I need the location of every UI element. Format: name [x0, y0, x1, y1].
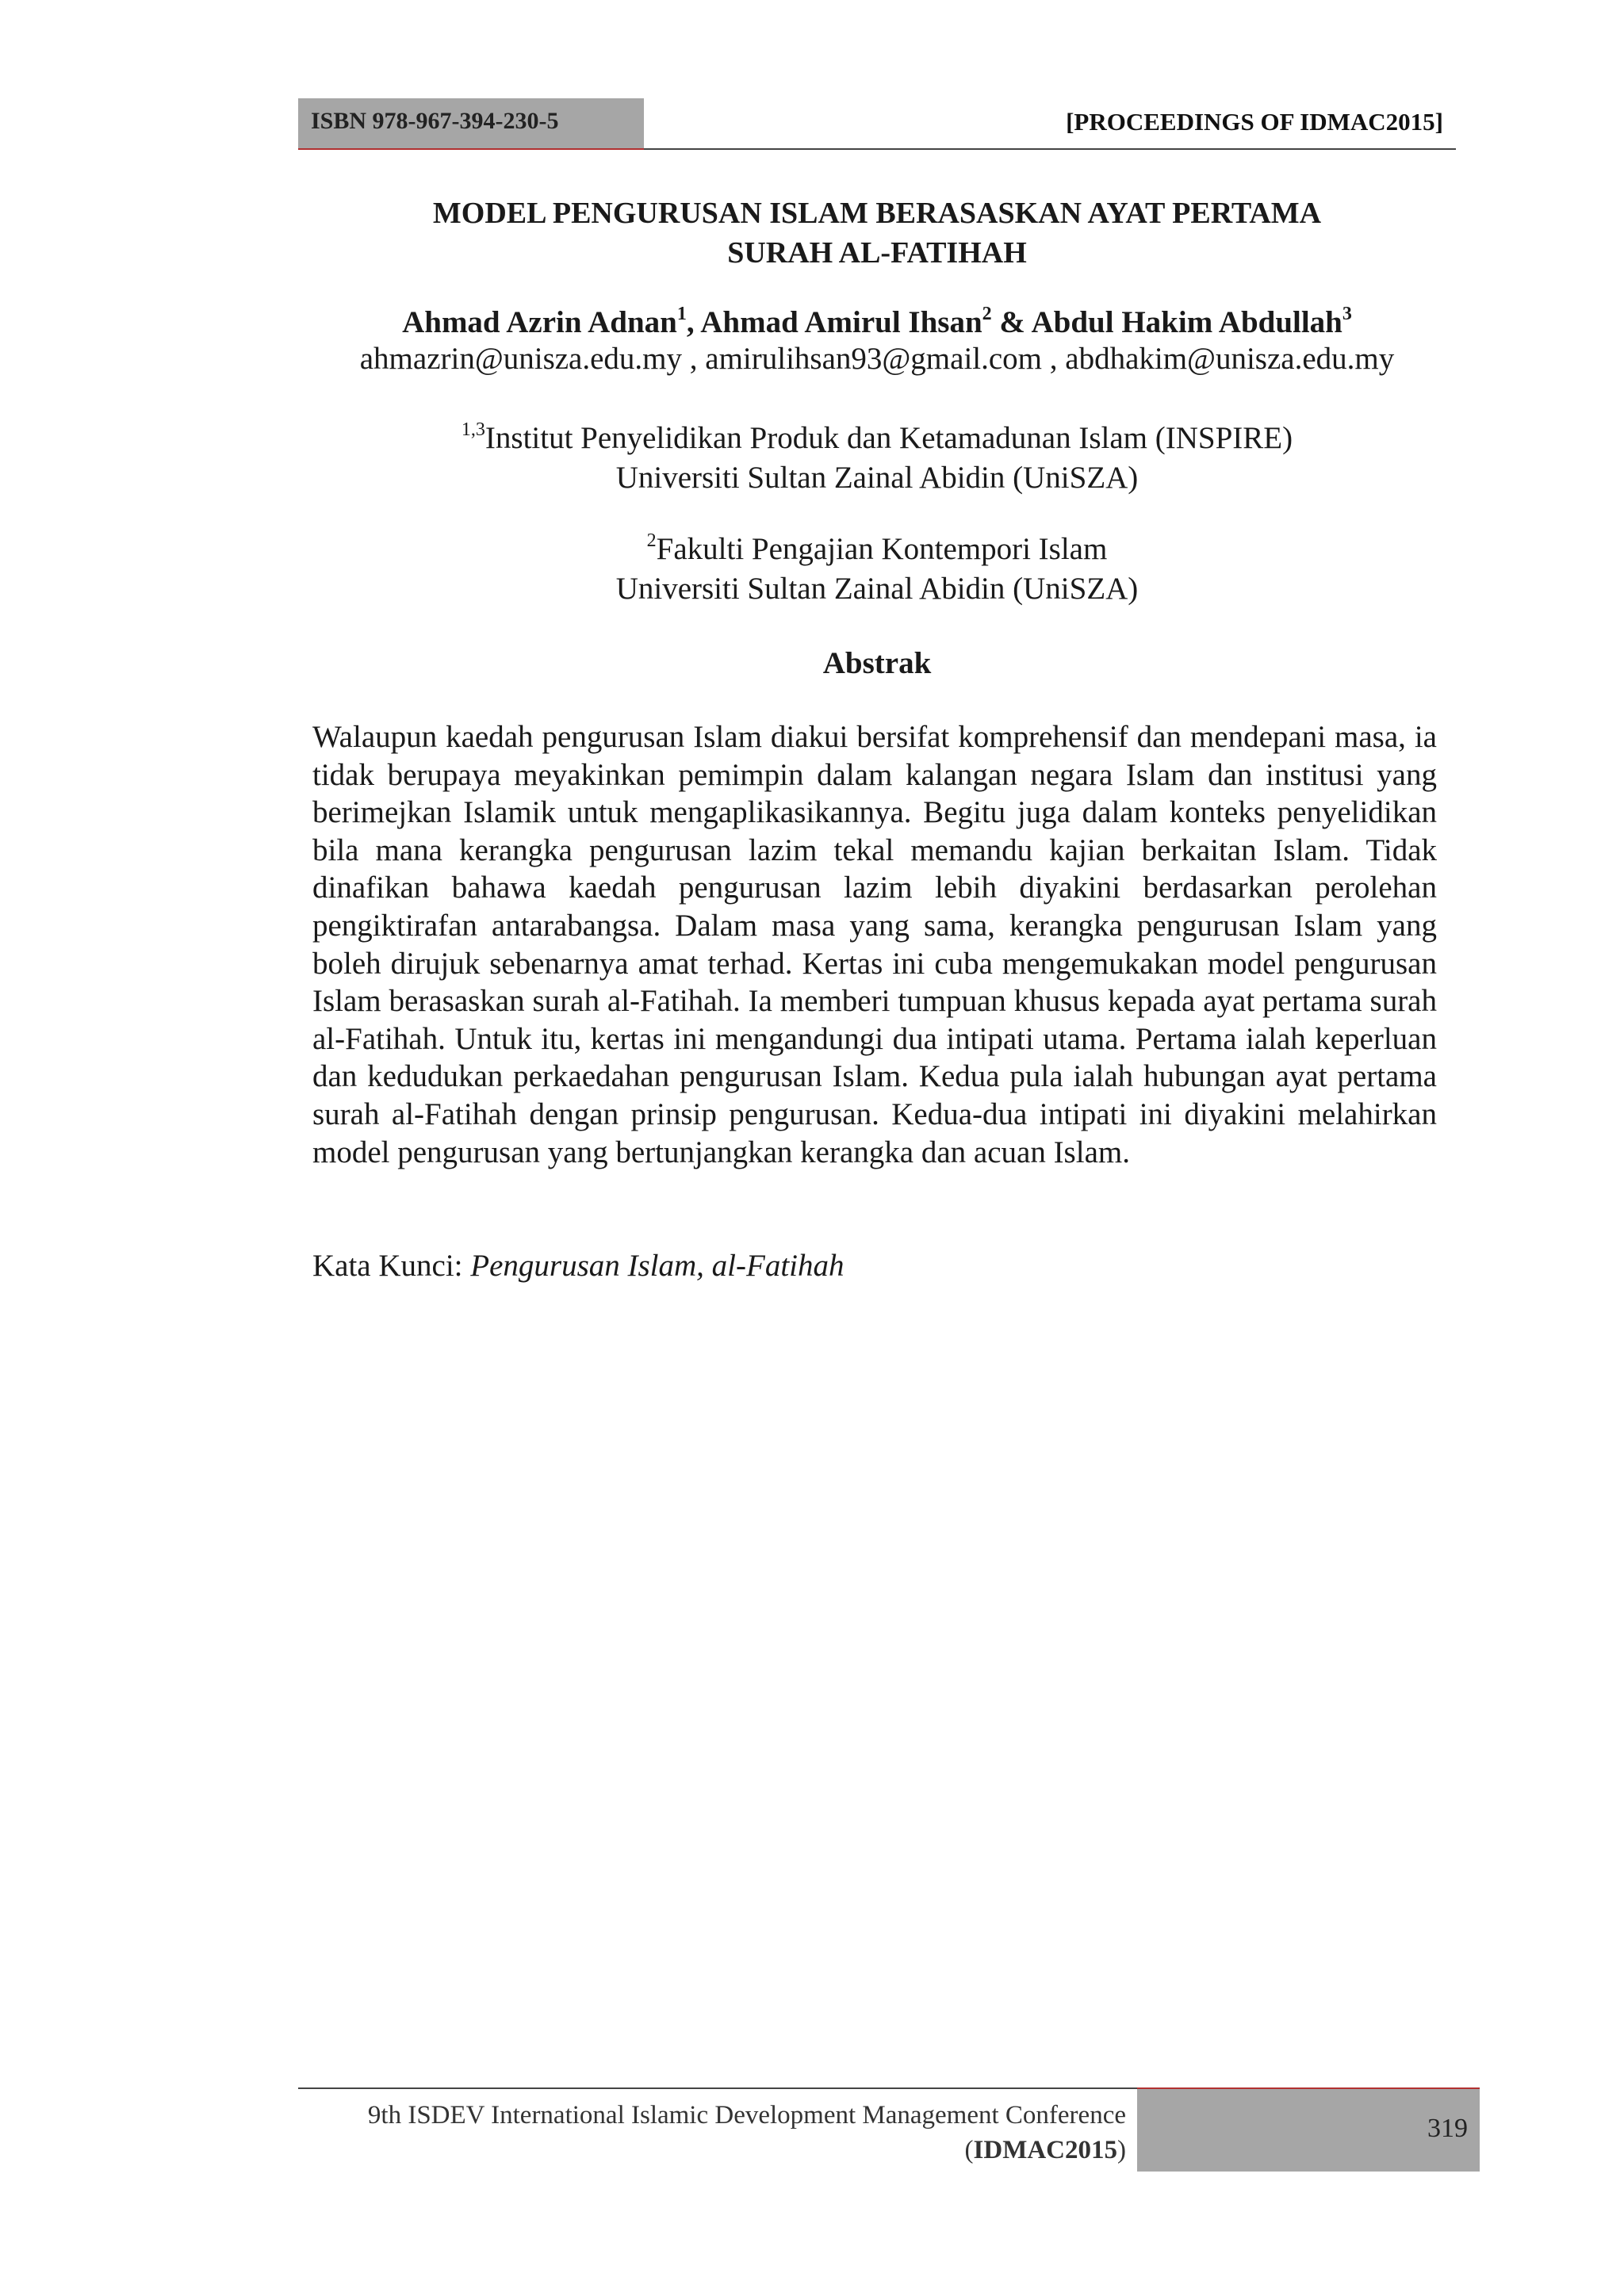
affiliation-sup: 2 [646, 530, 657, 551]
affiliation-institute: Institut Penyelidikan Produk dan Ketamadunan Islam (INSPIRE) [485, 421, 1293, 455]
affiliation-university: Universiti Sultan Zainal Abidin (UniSZA) [615, 461, 1139, 495]
author-name: Ahmad Amirul Ihsan [700, 305, 982, 339]
affiliation-2 [298, 530, 1456, 609]
affiliation-sup: 1,3 [461, 419, 485, 440]
footer-conference-name: 9th ISDEV International Islamic Development Management Conference [367, 2101, 1126, 2130]
author-sup: 2 [982, 304, 992, 324]
author-sup: 1 [676, 304, 687, 324]
abstract-body: Walaupun kaedah pengurusan Islam diakui bersifat komprehensif dan mendepani masa, ia tidak berupaya meyakinkan pemimpin dalam kalangan negara Islam dan institusi yang berimejkan Islamik untuk mengaplikasikannya. Begitu juga dalam konteks penyelidikan bila mana kerangka pengurusan lazim tekal memandu kajian berkaitan Islam. Tidak dinafikan bahawa kaedah pengurusan lazim lebih diyakini berdasarkan perolehan pengiktirafan antarabangsa. Dalam masa yang sama, kerangka pengurusan Islam yang boleh dirujuk sebenarnya amat terhad. Kertas ini cuba mengemukakan model pengurusan Islam berasaskan surah al-Fatihah. Ia memberi tumpuan khusus kepada ayat pertama surah al-Fatihah. Untuk itu, kertas ini mengandungi dua intipati utama. Pertama ialah keperluan dan kedudukan perkaedahan pengurusan Islam. Kedua pula ialah hubungan ayat pertama surah al-Fatihah dengan prinsip pengurusan. Kedua-dua intipati ini diyakini melahirkan model pengurusan yang bertunjangkan kerangka dan acuan Islam. [312, 720, 1437, 1169]
paper-title-line-1: MODEL PENGURUSAN ISLAM BERASASKAN AYAT PERTAMA [432, 197, 1322, 230]
keywords [312, 1248, 844, 1284]
footer-paren-open: ( [964, 2136, 974, 2164]
author-separator: , [686, 305, 701, 339]
proceedings-label: [PROCEEDINGS OF IDMAC2015] [1066, 108, 1443, 136]
affiliation-1 [298, 419, 1456, 498]
affiliation-university: Universiti Sultan Zainal Abidin (UniSZA) [615, 572, 1139, 606]
author-name: Ahmad Azrin Adnan [402, 305, 677, 339]
keywords-label: Kata Kunci: [312, 1249, 471, 1283]
isbn-label: ISBN 978-967-394-230-5 [311, 108, 559, 134]
author-emails: ahmazrin@unisza.edu.my , amirulihsan93@gmail.com , abdhakim@unisza.edu.my [359, 342, 1395, 376]
page-number: 319 [1427, 2114, 1468, 2143]
paper-title [298, 193, 1456, 273]
author-list [298, 304, 1456, 341]
author-name: Abdul Hakim Abdullah [1031, 305, 1342, 339]
author-separator: & [991, 305, 1032, 339]
footer-conference-abbr: IDMAC2015 [973, 2136, 1117, 2164]
footer-conference [368, 2098, 1126, 2168]
keywords-value: Pengurusan Islam, al-Fatihah [470, 1249, 845, 1283]
affiliation-faculty: Fakulti Pengajian Kontempori Islam [656, 532, 1108, 566]
abstract-heading: Abstrak [822, 646, 932, 680]
header-rule-accent [298, 148, 644, 150]
paper-title-line-2: SURAH AL-FATIHAH [727, 236, 1027, 270]
author-sup: 3 [1342, 304, 1352, 324]
footer-paren-close: ) [1117, 2136, 1126, 2164]
